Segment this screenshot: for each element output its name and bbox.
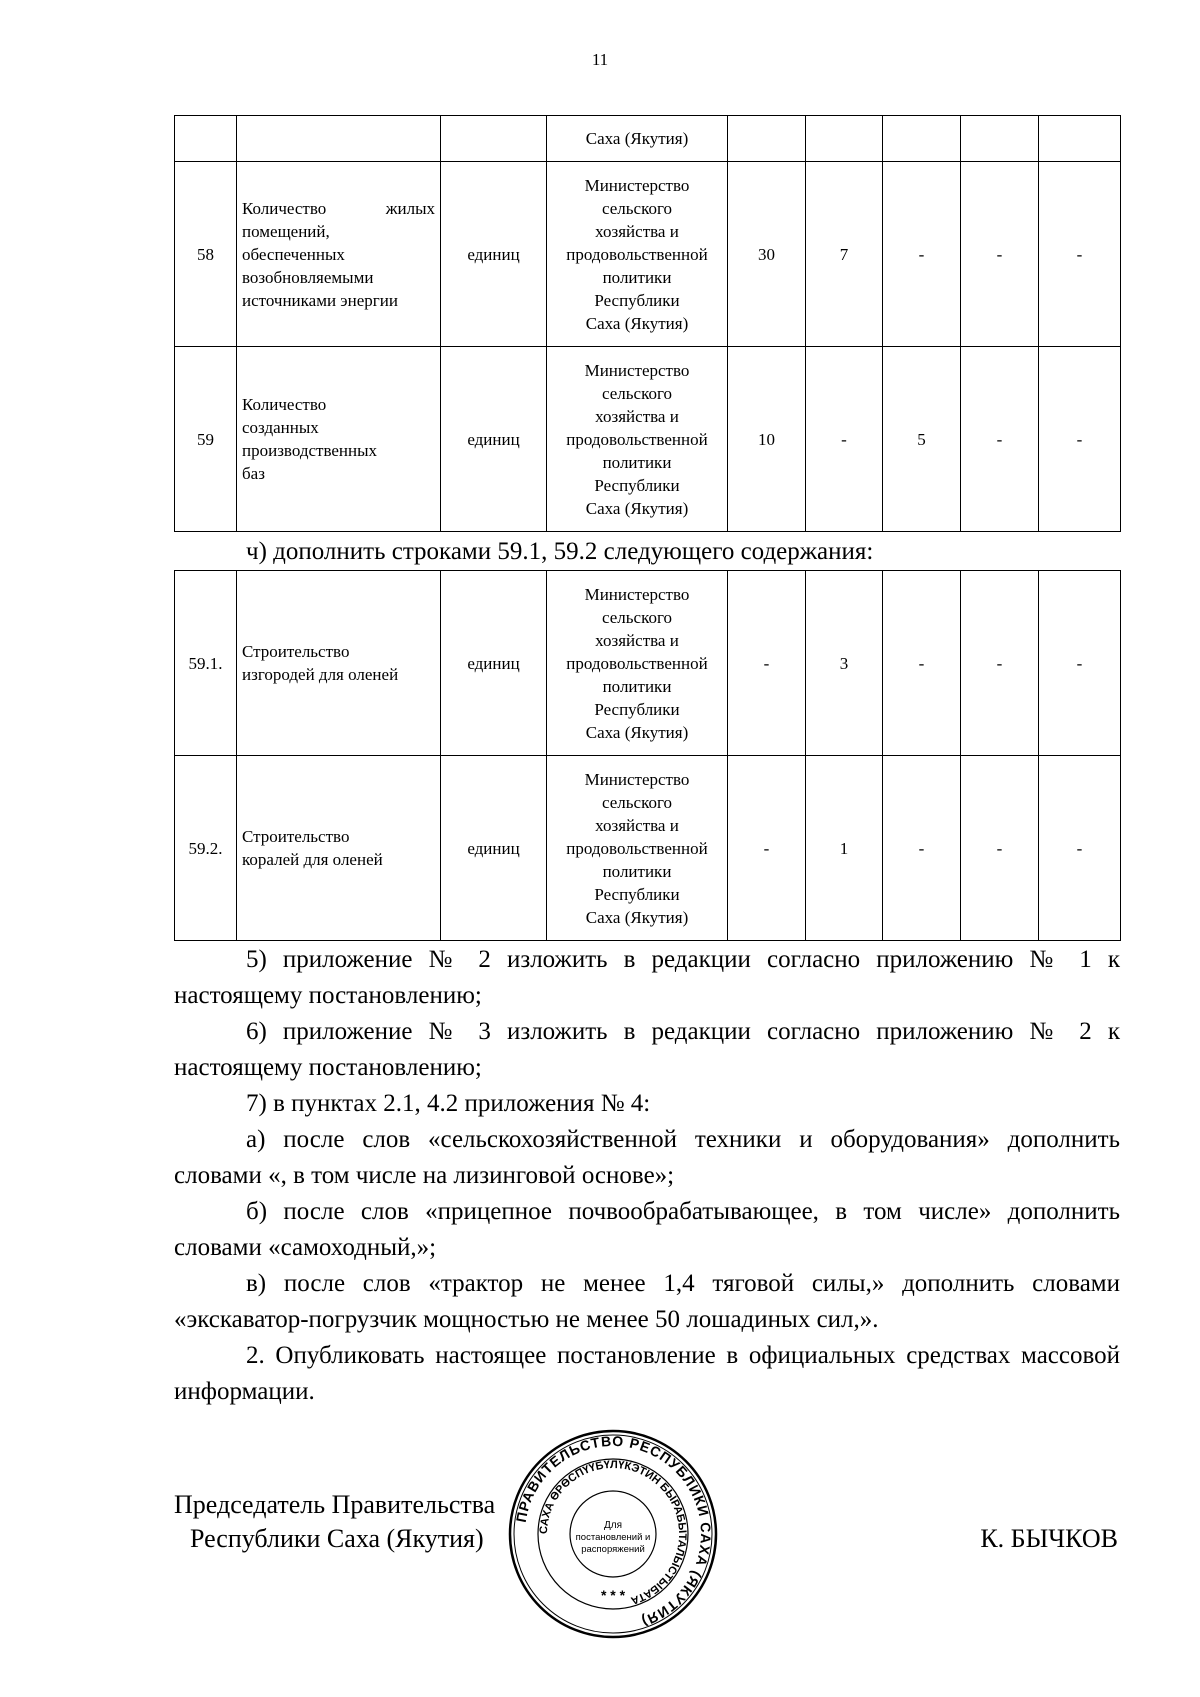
- responsible-org: [547, 756, 728, 941]
- org-line: хозяйства и: [595, 406, 679, 426]
- org-line: Саха (Якутия): [585, 129, 689, 148]
- paragraph-5: 5) приложение № 2 изложить в редакции согласно приложению № 1 к настоящему постановлению;: [174, 946, 1120, 1009]
- indicators-table-continued: [174, 115, 1121, 532]
- responsible-org: [547, 571, 728, 756]
- signatory-title: [174, 1488, 495, 1556]
- org-line: Республики: [594, 884, 680, 904]
- indicator-name: [237, 116, 441, 162]
- value-cell: -: [1039, 756, 1121, 941]
- unit-cell: единиц: [441, 571, 547, 756]
- org-line: политики: [602, 452, 672, 472]
- paragraph-2-publish: 2. Опубликовать настоящее постановление в официальных средствах массовой информации.: [174, 1342, 1120, 1405]
- value-cell: 1: [806, 756, 883, 941]
- value-cell: -: [961, 571, 1039, 756]
- org-line: Республики: [594, 475, 680, 495]
- value-cell: [1039, 116, 1121, 162]
- seal-center-line2: постановлений и: [575, 1532, 651, 1543]
- value-cell: 3: [806, 571, 883, 756]
- value-cell: 7: [806, 162, 883, 347]
- org-line: продовольственной: [566, 838, 708, 858]
- value-cell: 30: [728, 162, 806, 347]
- org-line: Саха (Якутия): [585, 722, 689, 742]
- name-line: производственных: [242, 441, 378, 460]
- value-cell: -: [1039, 571, 1121, 756]
- org-line: политики: [602, 676, 672, 696]
- table-row: [175, 756, 1121, 941]
- seal-stars: * * *: [600, 1587, 626, 1603]
- value-cell: -: [883, 162, 961, 347]
- official-seal: [507, 1428, 719, 1640]
- unit-cell: [441, 116, 547, 162]
- seal-center-line1: Для: [603, 1520, 623, 1531]
- indicators-table-added-rows: [174, 570, 1121, 941]
- org-line: Саха (Якутия): [585, 907, 689, 927]
- org-line: Республики: [594, 699, 680, 719]
- name-line: изгородей для оленей: [242, 665, 399, 684]
- value-cell: -: [1039, 162, 1121, 347]
- value-cell: -: [728, 571, 806, 756]
- table-row: [175, 116, 1121, 162]
- value-cell: [806, 116, 883, 162]
- org-line: Республики: [594, 290, 680, 310]
- value-cell: [883, 116, 961, 162]
- org-line: хозяйства и: [595, 221, 679, 241]
- responsible-org: [547, 347, 728, 532]
- unit-cell: единиц: [441, 347, 547, 532]
- signatory-title-line1: Председатель Правительства: [174, 1490, 496, 1519]
- name-line: источниками энергии: [242, 290, 398, 310]
- table-row: [175, 162, 1121, 347]
- org-line: продовольственной: [566, 244, 708, 264]
- value-cell: -: [1039, 347, 1121, 532]
- org-line: сельского: [601, 607, 673, 627]
- name-line: возобновляемыми: [242, 267, 374, 287]
- page-number: 11: [591, 50, 609, 69]
- name-line: Строительство: [242, 642, 350, 661]
- org-line: Саха (Якутия): [585, 498, 689, 518]
- signatory-name: К. БЫЧКОВ: [980, 1524, 1118, 1553]
- name-line: помещений,: [242, 221, 330, 241]
- paragraph-7b: б) после слов «прицепное почвообрабатывающее, в том числе» дополнить словами «самоходный,»;: [174, 1198, 1120, 1261]
- org-line: Саха (Якутия): [585, 313, 689, 333]
- name-line: обеспеченных: [242, 244, 345, 264]
- seal-inner-text: САХА ӨРӨСПҮҮБҮЛҮКЭТИН БЫРАБЫТАЛЫСТЫБАТА: [537, 1458, 689, 1607]
- name-line: созданных: [242, 418, 319, 437]
- table-row: [175, 571, 1121, 756]
- unit-cell: единиц: [441, 162, 547, 347]
- value-cell: -: [806, 347, 883, 532]
- seal-center-line3: распоряжений: [581, 1544, 645, 1555]
- value-cell: 5: [883, 347, 961, 532]
- indicator-name: [237, 162, 441, 347]
- row-number: 59.1.: [175, 571, 237, 756]
- org-line: продовольственной: [566, 653, 708, 673]
- row-number: [175, 116, 237, 162]
- paragraph-7v: в) после слов «трактор не менее 1,4 тяговой силы,» дополнить словами «экскаватор-погрузчик мощностью не менее 50 лошадиных сил,».: [174, 1270, 1120, 1333]
- org-line: хозяйства и: [595, 815, 679, 835]
- org-line: Министерство: [584, 175, 690, 195]
- value-cell: -: [728, 756, 806, 941]
- value-cell: -: [961, 347, 1039, 532]
- org-line: Министерство: [584, 584, 690, 604]
- row-number: 59: [175, 347, 237, 532]
- org-line: политики: [602, 861, 672, 881]
- responsible-org: [547, 116, 728, 162]
- org-line: хозяйства и: [595, 630, 679, 650]
- unit-cell: единиц: [441, 756, 547, 941]
- value-cell: 10: [728, 347, 806, 532]
- name-line: Строительство: [242, 827, 350, 846]
- value-cell: -: [883, 571, 961, 756]
- amendment-text: [174, 942, 1120, 1410]
- paragraph-6: 6) приложение № 3 изложить в редакции согласно приложению № 2 к настоящему постановлению;: [174, 1018, 1120, 1081]
- org-line: Министерство: [584, 769, 690, 789]
- org-line: продовольственной: [566, 429, 708, 449]
- table-row: [175, 347, 1121, 532]
- seal-outer-text: ПРАВИТЕЛЬСТВО РЕСПУБЛИКИ САХА (ЯКУТИЯ): [512, 1432, 715, 1631]
- value-cell: [961, 116, 1039, 162]
- paragraph-7a: а) после слов «сельскохозяйственной техники и оборудования» дополнить словами «, в том числе на лизинговой основе»;: [174, 1126, 1120, 1189]
- value-cell: -: [883, 756, 961, 941]
- value-cell: -: [961, 756, 1039, 941]
- paragraph-7: 7) в пунктах 2.1, 4.2 приложения № 4:: [246, 1090, 651, 1117]
- signatory-title-line2: Республики Саха (Якутия): [190, 1524, 484, 1553]
- row-number: 58: [175, 162, 237, 347]
- intro-line: ч) дополнить строками 59.1, 59.2 следующего содержания:: [246, 538, 874, 565]
- org-line: сельского: [601, 383, 673, 403]
- org-line: сельского: [601, 198, 673, 218]
- indicator-name: [237, 571, 441, 756]
- name-line: Количество жилых: [242, 198, 435, 218]
- value-cell: -: [961, 162, 1039, 347]
- responsible-org: [547, 162, 728, 347]
- value-cell: [728, 116, 806, 162]
- indicator-name: [237, 756, 441, 941]
- org-line: Министерство: [584, 360, 690, 380]
- name-line: Количество: [242, 395, 327, 414]
- name-line: баз: [242, 464, 265, 483]
- row-number: 59.2.: [175, 756, 237, 941]
- name-line: коралей для оленей: [242, 850, 383, 869]
- indicator-name: [237, 347, 441, 532]
- org-line: сельского: [601, 792, 673, 812]
- org-line: политики: [602, 267, 672, 287]
